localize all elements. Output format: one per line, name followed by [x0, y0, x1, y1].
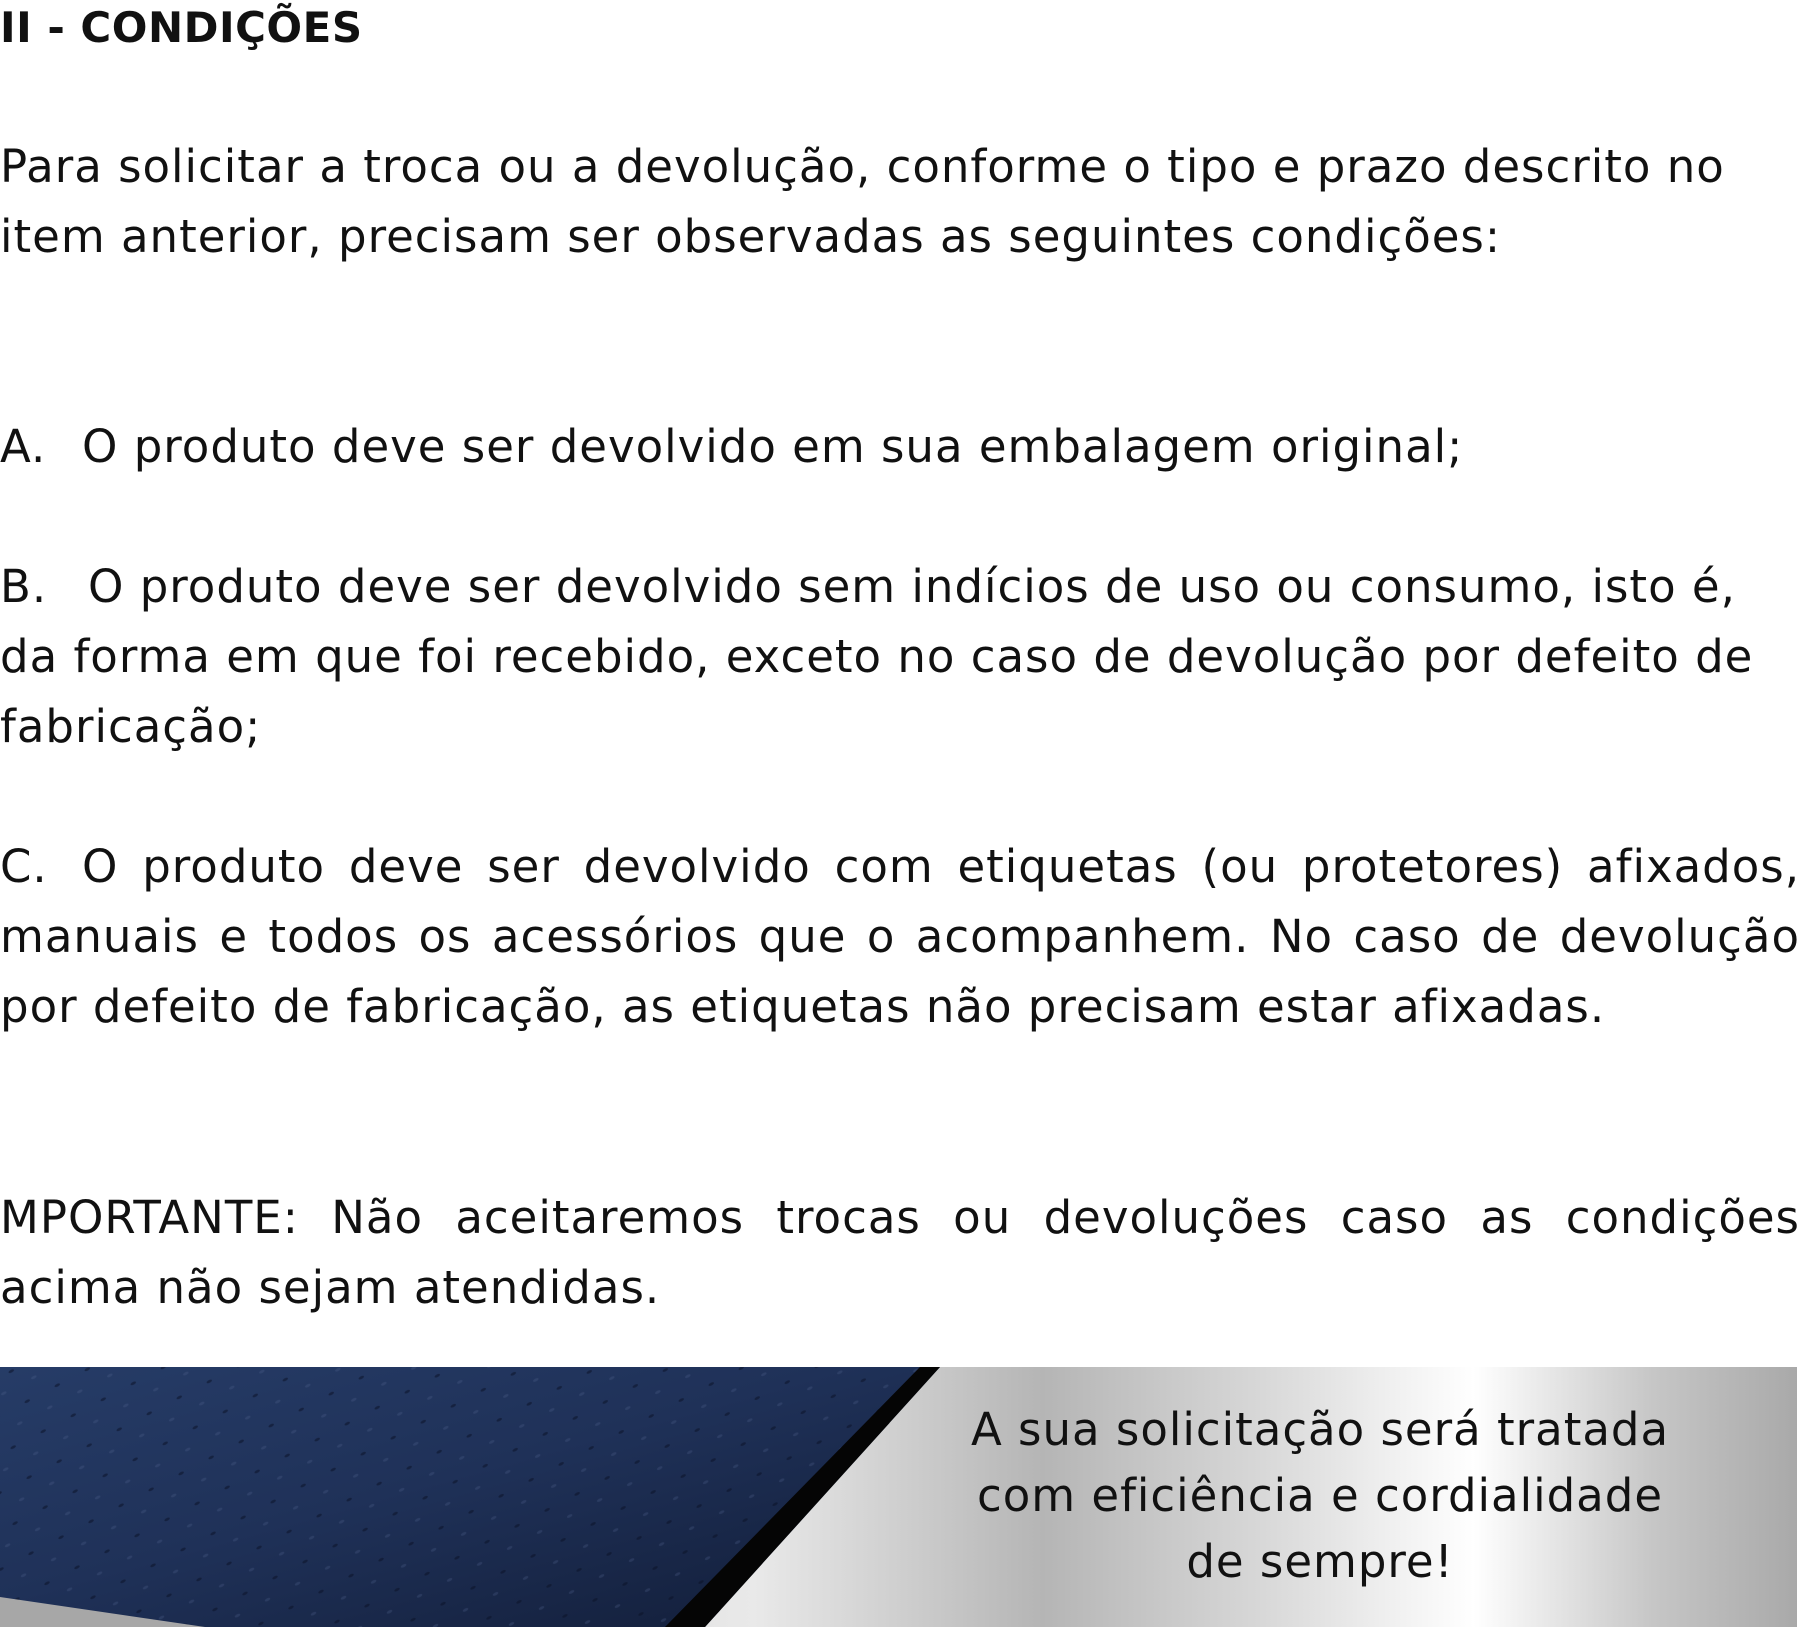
banner-line-3: de sempre! — [1186, 1535, 1454, 1588]
condition-item-b — [0, 552, 1800, 762]
section-heading: II - CONDIÇÕES — [0, 3, 363, 52]
condition-text-a: O produto deve ser devolvido em sua embalagem original; — [82, 420, 1464, 473]
condition-text-b: O produto deve ser devolvido sem indícios de uso ou consumo, isto é, da forma em que foi recebido, exceto no caso de devolução por defeito de fabricação; — [0, 560, 1754, 753]
condition-item-a — [0, 412, 1800, 482]
banner-line-2: com eficiência e cordialidade — [976, 1469, 1664, 1522]
condition-marker-a: A. — [0, 420, 47, 473]
important-note: MPORTANTE: Não aceitaremos trocas ou devoluções caso as condições acima não sejam atendidas. — [0, 1191, 1800, 1314]
condition-marker-c: C. — [0, 840, 48, 893]
condition-marker-b: B. — [0, 560, 48, 613]
condition-item-c — [0, 832, 1800, 1042]
condition-text-c: O produto deve ser devolvido com etiquetas (ou protetores) afixados, manuais e todos os acessórios que o acompanhem. No caso de devolução por defeito de fabricação, as etiquetas não precisam estar afixadas. — [0, 840, 1800, 1033]
intro-paragraph: Para solicitar a troca ou a devolução, conforme o tipo e prazo descrito no item anterior, precisam ser observadas as seguintes condições: — [0, 140, 1725, 263]
closing-banner — [0, 1367, 1797, 1627]
banner-message — [905, 1397, 1735, 1595]
banner-line-1: A sua solicitação será tratada — [970, 1403, 1670, 1456]
